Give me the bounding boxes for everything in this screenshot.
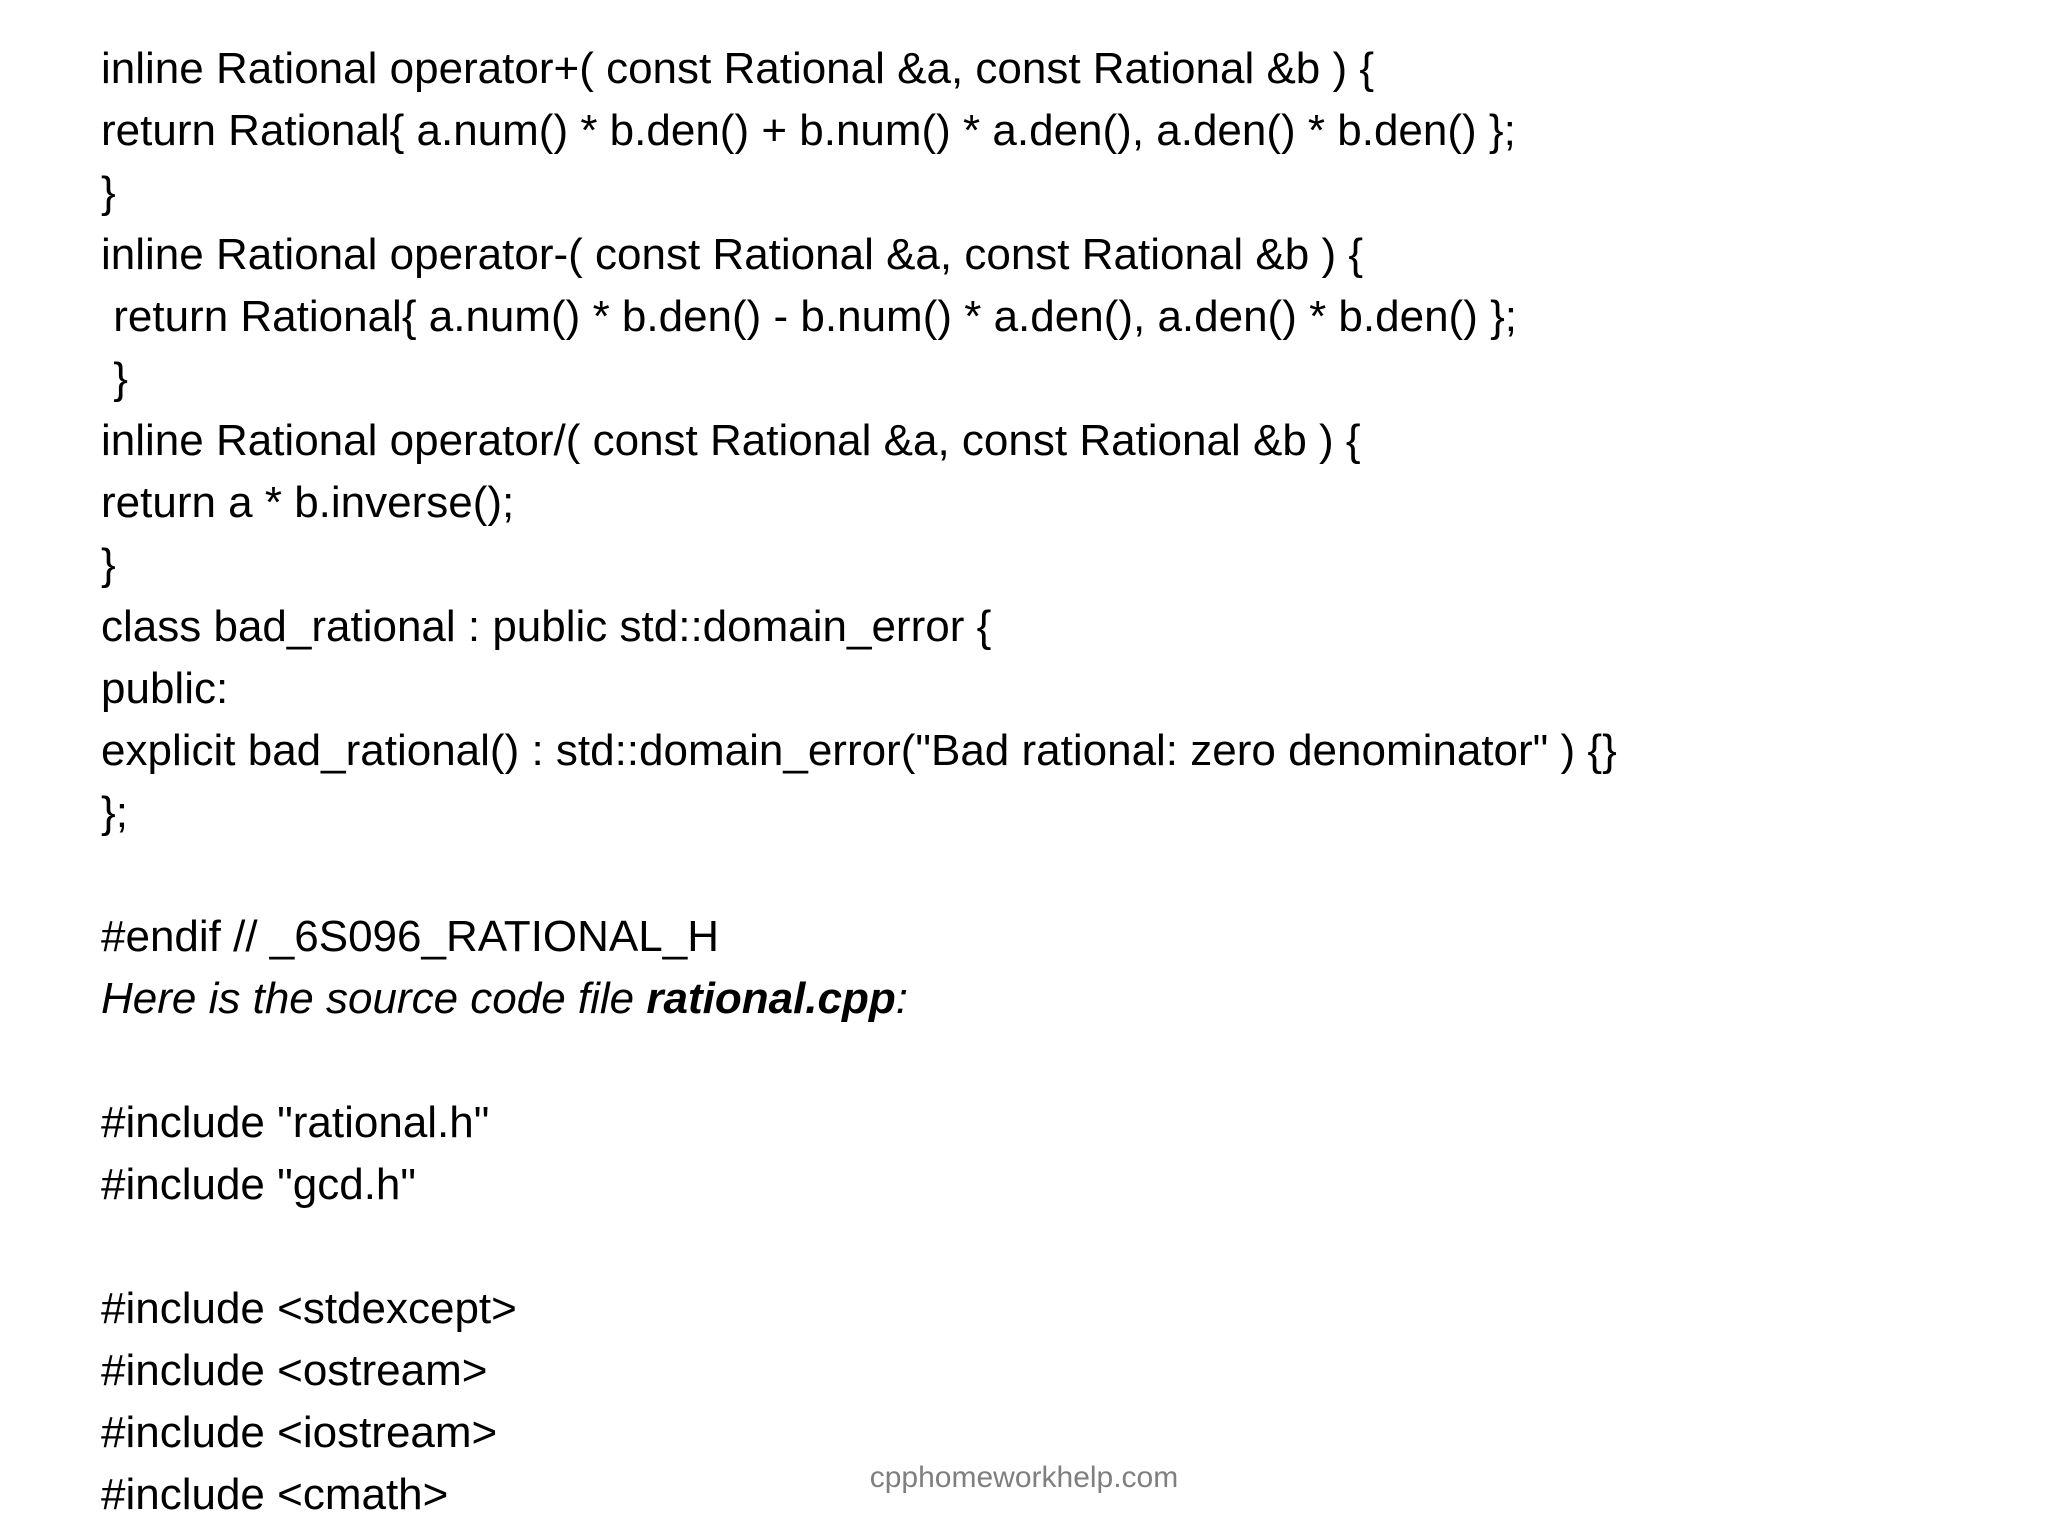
caption-filename: rational.cpp — [646, 974, 896, 1023]
code-line: #include <ostream> — [101, 1346, 488, 1395]
source-file-caption — [101, 968, 2001, 1030]
code-line: return a * b.inverse(); — [101, 478, 515, 527]
code-block — [101, 38, 2001, 1526]
footer-website: cpphomeworkhelp.com — [869, 1461, 1179, 1494]
code-line: } — [101, 168, 116, 217]
code-line: #include <cmath> — [101, 1470, 449, 1519]
code-line: inline Rational operator/( const Rational &a, const Rational &b ) { — [101, 416, 1361, 465]
code-line: public: — [101, 664, 229, 713]
code-line: #include "rational.h" — [101, 1098, 490, 1147]
blank-line — [101, 1216, 2001, 1278]
blank-line — [101, 844, 2001, 906]
code-line: return Rational{ a.num() * b.den() - b.num() * a.den(), a.den() * b.den() }; — [101, 292, 1517, 341]
code-line: inline Rational operator-( const Rational &a, const Rational &b ) { — [101, 230, 1364, 279]
code-line: inline Rational operator+( const Rational &a, const Rational &b ) { — [101, 44, 1375, 93]
code-line: class bad_rational : public std::domain_error { — [101, 602, 992, 651]
code-line: explicit bad_rational() : std::domain_error("Bad rational: zero denominator" ) {} — [101, 726, 1617, 775]
code-line: } — [101, 540, 116, 589]
code-line: } — [101, 354, 128, 403]
code-line: #include "gcd.h" — [101, 1160, 417, 1209]
code-line: #include <iostream> — [101, 1408, 498, 1457]
blank-line — [101, 1030, 2001, 1092]
caption-prefix: Here is the source code file — [101, 974, 647, 1023]
code-line: #include <stdexcept> — [101, 1284, 517, 1333]
code-line: }; — [101, 788, 128, 837]
code-line: return Rational{ a.num() * b.den() + b.num() * a.den(), a.den() * b.den() }; — [101, 106, 1516, 155]
caption-suffix: : — [895, 974, 908, 1023]
code-line: #endif // _6S096_RATIONAL_H — [101, 912, 719, 961]
